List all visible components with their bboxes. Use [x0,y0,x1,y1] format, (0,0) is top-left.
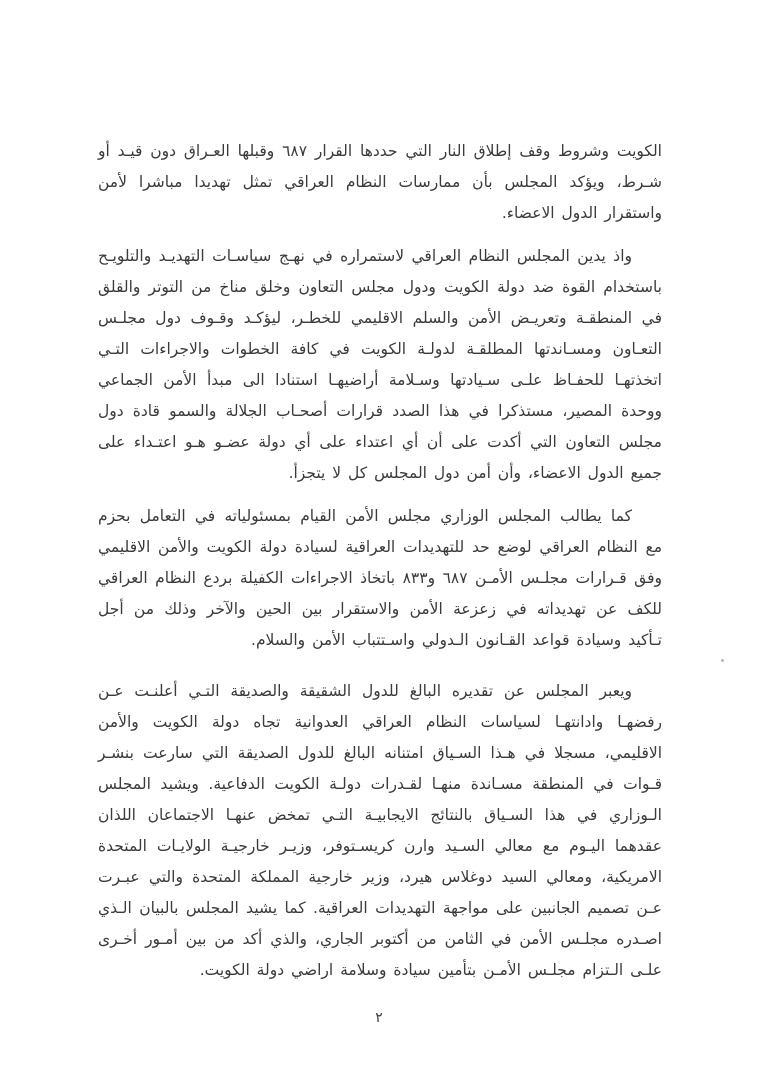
paragraph-security-council-demand: كما يطالب المجلس الوزاري مجلس الأمن القيام بمسئولياته في التعامل بحزم مع النظام العراقي لوضع حد للتهديدات العراقية لسيادة دولة الكويت والأمن الاقليمي وفق قـرارات مجلـس الأمـن ٦٨٧ و٨٣٣ باتخاذ الاجراءات الكفيلة بردع النظام العراقي للكف عن تهديداته في زعزعة الأمن والاستقرار بين الحين والآخر وذلك من أجل تـأكيد وسيادة قواعد القـانون الـدولي واسـتتباب الأمن والسلام. [98,507,662,649]
document-body [98,136,662,998]
paragraph-continuation: الكويت وشروط وقف إطلاق النار التي حددها القرار ٦٨٧ وقبلها العـراق دون قيـد أو شـرط، ويؤكد المجلس بأن ممارسات النظام العراقي تمثل تهديدا مباشرا لأمن واستقرار الدول الاعضاء. [98,142,662,222]
page-number: ٢ [375,1010,383,1026]
scan-artifact [721,659,724,662]
paragraph-condemnation: واذ يدين المجلس النظام العراقي لاستمراره في نهـج سياسـات التهديـد والتلويـح باستخدام القوة ضد دولة الكويت ودول مجلس التعاون وخلق مناخ من التوتر والقلق في المنطقـة وتعريـض الأمن والسلم الاقليمي للخطـر، ليؤكـد وقـوف دول مجلـس التعـاون ومسـاندتها المطلقـة لدولـة الكويت في كافة الخطوات والاجراءات التـي اتخذتهـا للحفـاظ علـى سـيادتها وسـلامة أراضيهـا استنادا الى مبدأ الأمن الجماعي ووحدة المصير، مستذكرا في هذا الصدد قرارات أصحـاب الجلالة والسمو قادة دول مجلس التعاون التي أكدت على أن أي اعتداء على أي دولة عضـو هـو اعتـداء على جميع الدول الاعضاء، وأن أمن دول المجلس كل لا يتجزأ. [98,247,662,482]
paragraph-appreciation: ويعبر المجلس عن تقديره البالغ للدول الشقيقة والصديقة التـي أعلنـت عـن رفضهـا وادانتهـا لسياسات النظام العراقي العدوانية تجاه دولة الكويت والأمن الاقليمي، مسجلا في هـذا السـياق امتنانه البالغ للدول الصديقة التي سارعت بنشـر قـوات في المنطقة مسـاندة منهـا لقـدرات دولـة الكويت الدفاعية. ويشيد المجلس الـوزاري في هذا السـياق بالنتائج الايجابيـة التـي تمخض عنهـا الاجتماعان اللذان عقدهما اليـوم مع معالي السـيد وارن كريسـتوفر، وزيـر خارجيـة الولايـات المتحدة الامريكية، ومعالي السيد دوغلاس هيرد، وزير خارجية المملكة المتحدة والتي عبـرت عـن تصميم الجانبين على مواجهة التهديدات العراقية. كما يشيد المجلس بالبيان الـذي اصـدره مجلـس الأمن في الثامن من أكتوبر الجاري، والذي أكد من بين أمـور أخـرى علـى الـتزام مجلـس الأمـن بتأمين سيادة وسلامة اراضي دولة الكويت. [98,682,662,979]
